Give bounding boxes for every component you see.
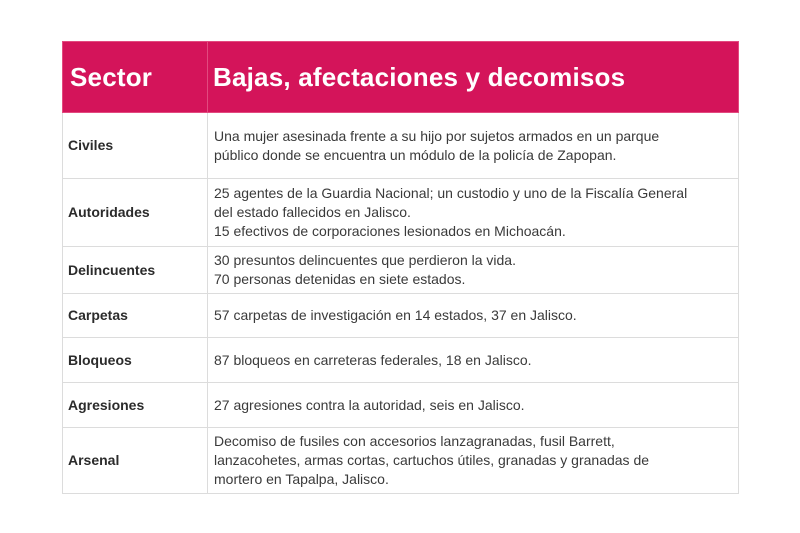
description-line: público donde se encuentra un módulo de la policía de Zapopan. bbox=[214, 146, 617, 163]
summary-table-container bbox=[62, 41, 738, 494]
row-description bbox=[208, 247, 739, 294]
row-sector: Carpetas bbox=[63, 294, 208, 338]
row-description bbox=[208, 179, 739, 247]
header-description: Bajas, afectaciones y decomisos bbox=[208, 42, 739, 113]
description-line: del estado fallecidos en Jalisco. bbox=[214, 204, 411, 220]
table-row bbox=[63, 113, 739, 179]
row-description bbox=[208, 428, 739, 494]
row-sector: Bloqueos bbox=[63, 338, 208, 383]
description-line: 70 personas detenidas en siete estados. bbox=[214, 271, 466, 287]
row-description bbox=[208, 383, 739, 428]
row-description bbox=[208, 113, 739, 179]
row-sector: Agresiones bbox=[63, 383, 208, 428]
description-line: 15 efectivos de corporaciones lesionados en Michoacán. bbox=[214, 223, 566, 239]
description-line: Decomiso de fusiles con accesorios lanzagranadas, fusil Barrett, bbox=[214, 433, 615, 449]
summary-table bbox=[62, 41, 739, 494]
description-line: 27 agresiones contra la autoridad, seis en Jalisco. bbox=[214, 396, 525, 413]
table-row bbox=[63, 294, 739, 338]
row-description bbox=[208, 294, 739, 338]
header-sector: Sector bbox=[63, 42, 208, 113]
row-sector: Civiles bbox=[63, 113, 208, 179]
description-line: Una mujer asesinada frente a su hijo por sujetos armados en un parque bbox=[214, 127, 660, 144]
description-line: 87 bloqueos en carreteras federales, 18 en Jalisco. bbox=[214, 351, 532, 368]
row-sector: Delincuentes bbox=[63, 247, 208, 294]
table-row bbox=[63, 179, 739, 247]
description-line: 30 presuntos delincuentes que perdieron la vida. bbox=[214, 252, 516, 268]
row-sector: Autoridades bbox=[63, 179, 208, 247]
table-row bbox=[63, 247, 739, 294]
description-line: mortero en Tapalpa, Jalisco. bbox=[214, 471, 389, 487]
table-row bbox=[63, 338, 739, 383]
description-line: 25 agentes de la Guardia Nacional; un custodio y uno de la Fiscalía General bbox=[214, 185, 688, 201]
row-sector: Arsenal bbox=[63, 428, 208, 494]
header-row bbox=[63, 42, 739, 113]
table-body bbox=[63, 113, 739, 494]
description-line: 57 carpetas de investigación en 14 estados, 37 en Jalisco. bbox=[214, 307, 577, 323]
table-row bbox=[63, 428, 739, 494]
table-row bbox=[63, 383, 739, 428]
row-description bbox=[208, 338, 739, 383]
description-line: lanzacohetes, armas cortas, cartuchos útiles, granadas y granadas de bbox=[214, 452, 650, 468]
table-header bbox=[63, 42, 739, 113]
